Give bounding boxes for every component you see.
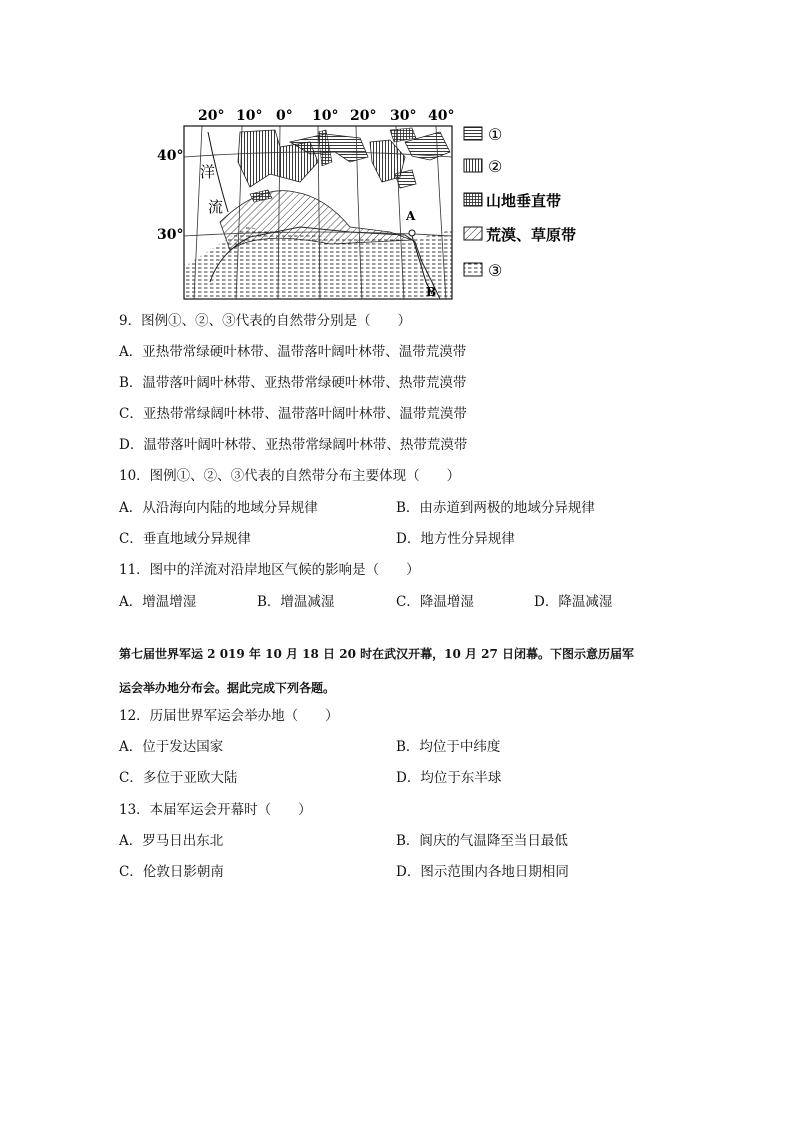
lon-label: 40° <box>428 108 455 124</box>
legend-label: ③ <box>488 261 503 280</box>
point-a-label: A <box>406 209 416 223</box>
question-9-option-a: A．亚热带常绿硬叶林带、温带落叶阔叶林带、温带荒漠带 <box>119 344 467 360</box>
lon-label: 20° <box>350 108 377 124</box>
lon-label: 0° <box>276 108 293 124</box>
legend-swatch-dashed <box>464 263 482 276</box>
question-11-option-c: C．降温增湿 <box>396 594 474 610</box>
current-label: 流 <box>208 198 224 216</box>
lon-label: 10° <box>312 108 339 124</box>
question-12-stem: 12．历届世界军运会举办地（ ） <box>119 708 339 724</box>
left-latitude-labels <box>157 148 183 243</box>
question-9-option-d: D．温带落叶阔叶林带、亚热带常绿阔叶林带、热带荒漠带 <box>119 437 468 453</box>
point-a-marker <box>409 230 415 236</box>
question-12-option-a: A．位于发达国家 <box>119 739 224 755</box>
legend-label: ① <box>488 125 503 144</box>
question-9-option-c: C．亚热带常绿阔叶林带、温带落叶阔叶林带、温带荒漠带 <box>119 406 467 422</box>
question-11-option-a: A．增温增湿 <box>119 594 197 610</box>
point-b-label: B <box>426 285 437 299</box>
question-11-option-d: D．降温减湿 <box>534 594 613 610</box>
question-10-option-d: D．地方性分异规律 <box>396 531 515 547</box>
question-10-option-c: C．垂直地域分异规律 <box>119 531 251 547</box>
legend-label: 山地垂直带 <box>486 192 562 210</box>
question-12-option-b: B．均位于中纬度 <box>396 739 501 755</box>
desert-steppe-area <box>220 191 412 250</box>
passage-line-1: 第七届世界军运 2 019 年 10 月 18 日 20 时在武汉开幕，10 月 27 日闭幕。下图示意历届军 <box>119 647 635 661</box>
legend <box>464 125 576 280</box>
legend-label: 荒漠、草原带 <box>486 226 577 244</box>
lat-label: 40° <box>157 148 184 164</box>
question-12-option-c: C．多位于亚欧大陆 <box>119 770 238 786</box>
legend-swatch-vertical <box>464 159 482 172</box>
question-13-option-a: A．罗马日出东北 <box>119 833 224 849</box>
question-9-option-b: B．温带落叶阔叶林带、亚热带常绿硬叶林带、热带荒漠带 <box>119 375 467 391</box>
question-10-option-a: A．从沿海向内陆的地域分异规律 <box>119 500 318 516</box>
lon-label: 10° <box>236 108 263 124</box>
legend-label: ② <box>488 157 503 176</box>
question-13-option-b: B．阆庆的气温降至当日最低 <box>396 833 568 849</box>
question-9-stem: 9．图例①、②、③代表的自然带分别是（ ） <box>119 313 412 329</box>
question-13-option-c: C．伦敦日影朝南 <box>119 864 224 880</box>
map-figure <box>150 102 610 302</box>
passage-line-2: 运会举办地分布会。据此完成下列各题。 <box>119 681 336 695</box>
legend-swatch-diagonal <box>464 227 482 240</box>
question-10-option-b: B．由赤道到两极的地域分异规律 <box>396 500 595 516</box>
question-11-option-b: B．增温减湿 <box>257 594 335 610</box>
lon-label: 30° <box>390 108 417 124</box>
question-13-stem: 13．本届军运会开幕时（ ） <box>119 802 312 818</box>
legend-swatch-grid <box>464 193 482 206</box>
top-longitude-labels <box>198 108 454 124</box>
legend-swatch-horizontal <box>464 127 482 140</box>
ocean-label: 洋 <box>200 163 216 181</box>
question-13-option-d: D．图示范围内各地日期相同 <box>396 864 569 880</box>
question-12-option-d: D．均位于东半球 <box>396 770 502 786</box>
question-10-stem: 10．图例①、②、③代表的自然带分布主要体现（ ） <box>119 468 461 484</box>
lon-label: 20° <box>198 108 225 124</box>
lat-label: 30° <box>157 227 184 243</box>
question-11-stem: 11．图中的洋流对沿岸地区气候的影响是（ ） <box>119 562 420 578</box>
